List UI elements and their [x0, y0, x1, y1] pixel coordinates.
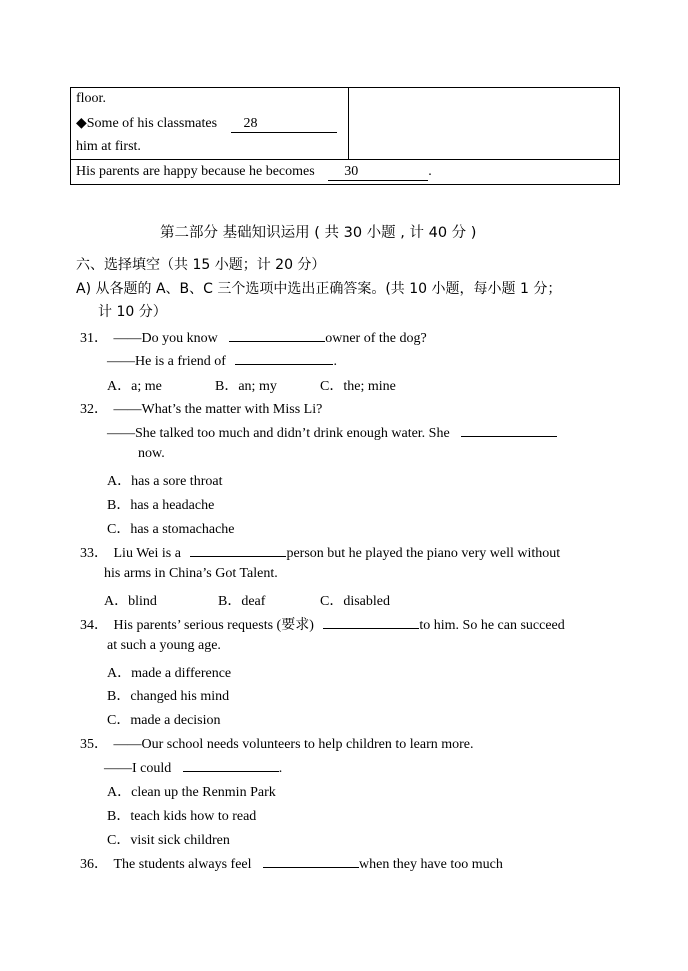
q34-text-b: to him. So he can succeed — [419, 618, 565, 633]
q35-reply: ——I could — [104, 761, 172, 776]
q32-blank — [461, 422, 557, 437]
q35-blank — [183, 757, 279, 772]
q34-option-b[interactable]: B．changed his mind — [107, 689, 230, 704]
q33-text-b: person but he played the piano very well without — [286, 546, 561, 561]
blank-28: 28 — [231, 116, 337, 133]
q34-blank — [323, 614, 419, 629]
q31-blank-2 — [235, 350, 333, 365]
table-line-classmates — [76, 115, 337, 133]
q35-option-c[interactable]: C．visit sick children — [107, 833, 230, 848]
q31-text-b: owner of the dog? — [325, 331, 427, 346]
q32-text: ——What’s the matter with Miss Li? — [113, 402, 323, 417]
q35-option-a[interactable]: A．clean up the Renmin Park — [107, 785, 276, 800]
q33-line1 — [80, 542, 560, 562]
q32-line3: now. — [138, 446, 165, 461]
q33-option-b[interactable]: B．deaf — [218, 594, 266, 609]
q36-text-b: when they have too much — [359, 857, 503, 872]
q32-line2 — [107, 422, 557, 442]
table-line-floor: floor. — [76, 91, 106, 106]
q34-line2: at such a young age. — [107, 638, 221, 653]
q36-number: 36． — [80, 857, 108, 872]
q32-number: 32． — [80, 402, 108, 417]
q31-line1 — [80, 327, 427, 347]
q31-line2 — [107, 350, 337, 370]
q31-text-a: ——Do you know — [113, 331, 218, 346]
part-six-heading: 六、选择填空（共 15 小题；计 20 分） — [76, 257, 326, 273]
part-a-instructions-cont: 计 10 分） — [98, 304, 167, 320]
q33-option-a[interactable]: A．blind — [104, 594, 157, 609]
q34-option-c[interactable]: C．made a decision — [107, 713, 221, 728]
classmates-text: ◆Some of his classmates — [76, 116, 218, 131]
q31-option-c[interactable]: C．the; mine — [320, 379, 396, 394]
q31-option-b[interactable]: B．an; my — [215, 379, 277, 394]
q36-blank — [263, 853, 359, 868]
q32-option-b[interactable]: B．has a headache — [107, 498, 215, 513]
q35-line1 — [80, 733, 474, 753]
q34-number: 34． — [80, 618, 108, 633]
q31-reply: ——He is a friend of — [107, 354, 226, 369]
table-line-him: him at first. — [76, 139, 141, 154]
q31-blank — [229, 327, 325, 342]
q35-line2 — [104, 757, 282, 777]
table-bottom-row — [71, 160, 620, 185]
parents-period: . — [428, 164, 432, 179]
q35-text: ——Our school needs volunteers to help children to learn more. — [113, 737, 474, 752]
q35-option-b[interactable]: B．teach kids how to read — [107, 809, 257, 824]
q32-option-c[interactable]: C．has a stomachache — [107, 522, 235, 537]
answer-table — [70, 87, 620, 185]
q31-option-a[interactable]: A．a; me — [107, 379, 162, 394]
table-line-parents — [76, 164, 432, 181]
part-a-instructions: A) 从各题的 A、B、C 三个选项中选出正确答案。(共 10 小题，每小题 1 分； — [76, 281, 562, 297]
table-cell-left — [71, 88, 349, 160]
q36-text-a: The students always feel — [113, 857, 252, 872]
q33-options — [104, 590, 390, 610]
q32-line1 — [80, 398, 322, 418]
q33-option-c[interactable]: C．disabled — [320, 594, 390, 609]
q32-reply: ——She talked too much and didn’t drink enough water. She — [107, 426, 450, 441]
q33-blank — [190, 542, 286, 557]
blank-30: 30 — [328, 164, 428, 181]
q34-line1 — [80, 614, 565, 634]
q31-reply-period: . — [333, 354, 337, 369]
q36-line1 — [80, 853, 503, 873]
q33-number: 33． — [80, 546, 108, 561]
parents-text: His parents are happy because he becomes — [76, 164, 315, 179]
q33-text-a: Liu Wei is a — [113, 546, 181, 561]
q31-options — [107, 375, 396, 395]
table-cell-right — [349, 88, 620, 160]
q35-reply-period: . — [278, 761, 283, 776]
q33-line2: his arms in China’s Got Talent. — [104, 566, 278, 581]
q34-text-a: His parents’ serious requests (要求) — [113, 618, 314, 633]
q31-number: 31． — [80, 331, 108, 346]
q32-option-a[interactable]: A．has a sore throat — [107, 474, 223, 489]
q34-option-a[interactable]: A．made a difference — [107, 666, 232, 681]
section-title: 第二部分 基础知识运用 ( 共 30 小题 , 计 40 分 ) — [160, 225, 477, 241]
q35-number: 35． — [80, 737, 108, 752]
